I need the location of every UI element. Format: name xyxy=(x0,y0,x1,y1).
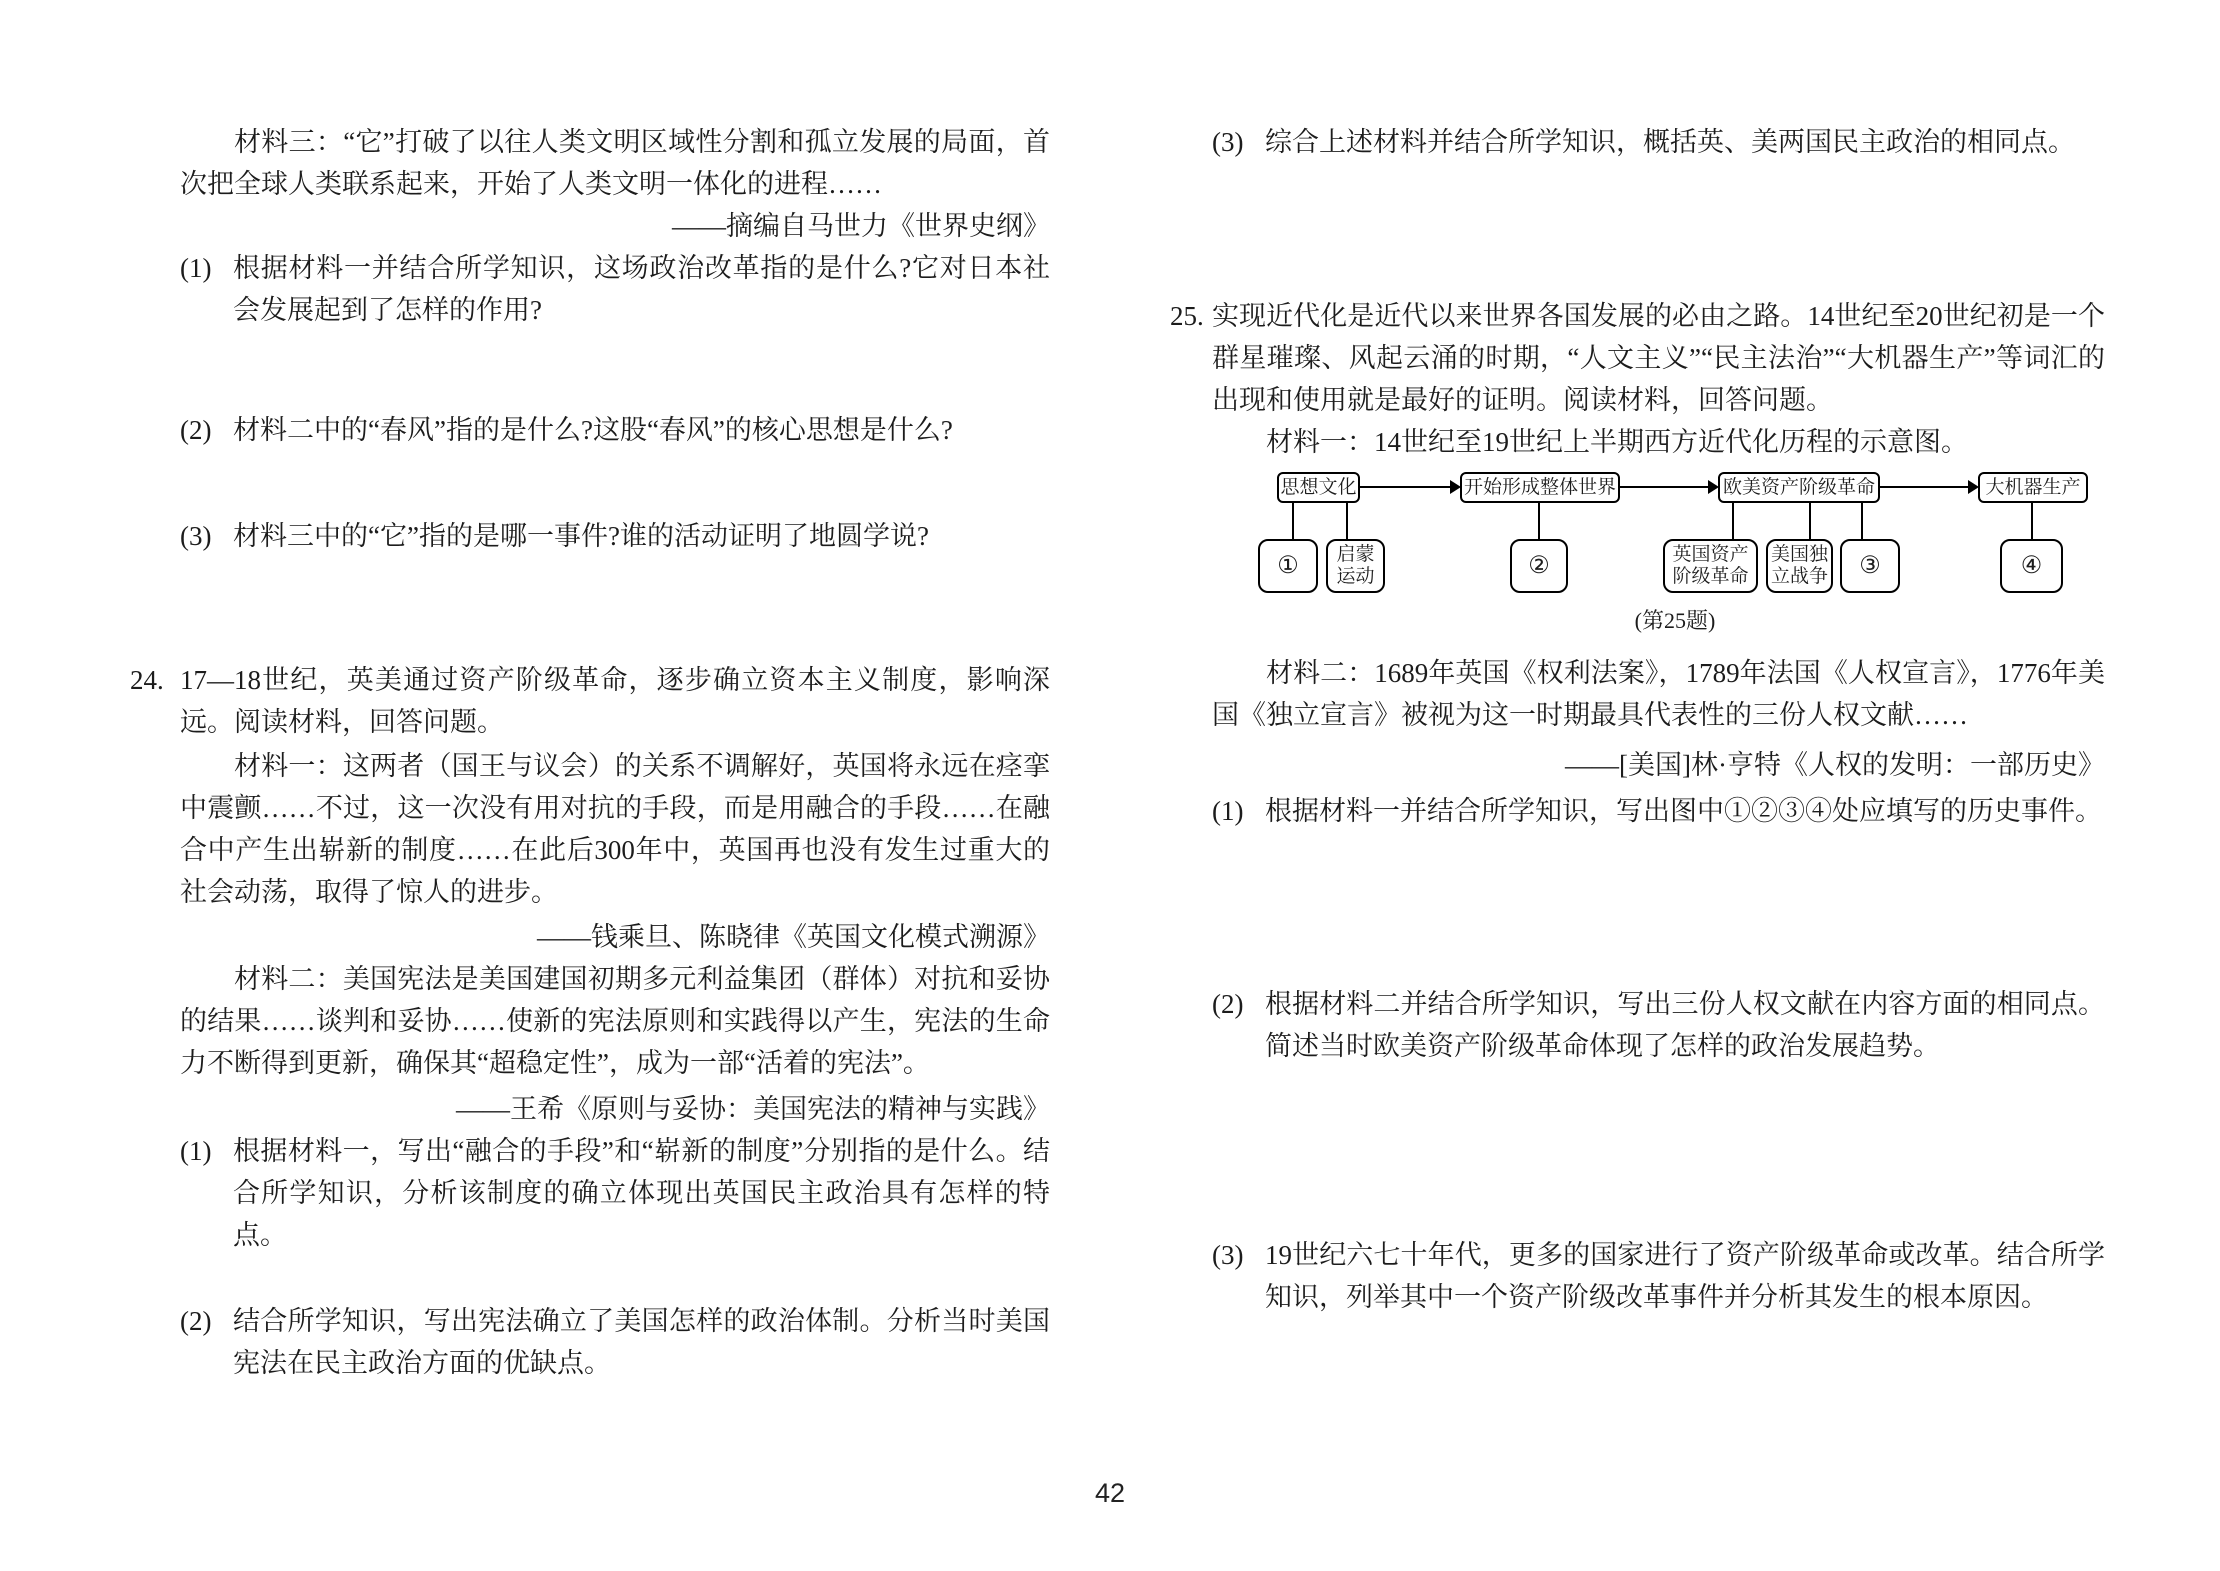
question-24-sub-2 xyxy=(180,1300,1050,1384)
question-24-material-2-source: ——王希《原则与妥协：美国宪法的精神与实践》 xyxy=(456,1094,1050,1124)
sub-question-number: (2) xyxy=(1212,989,1244,1019)
modernization-flowchart xyxy=(1255,468,2095,603)
sub-question-number: (3) xyxy=(180,521,212,551)
page-number: 42 xyxy=(1094,1478,1126,1508)
question-25-material-2-source: ——[美国]林·亨特《人权的发明：一部历史》 xyxy=(1565,750,2105,780)
sub-question-number: (2) xyxy=(180,1306,212,1336)
question-intro: 17—18世纪，英美通过资产阶级革命，逐步确立资本主义制度，影响深远。阅读材料，回答问题。 xyxy=(180,665,1050,737)
flowchart-arrows xyxy=(1360,480,1979,494)
flow-box-english-revolution: 英国资产阶级革命 xyxy=(1663,539,1758,593)
sub-question-text: 材料三中的“它”指的是哪一事件?谁的活动证明了地圆学说? xyxy=(233,521,929,551)
flowchart-vertical-lines xyxy=(1293,490,2032,548)
flow-box-bourgeois-revolutions: 欧美资产阶级革命 xyxy=(1718,472,1880,503)
question-25-heading xyxy=(1170,295,2105,421)
right-column xyxy=(1170,0,2105,1571)
material-3-paragraph: 材料三：“它”打破了以往人类文明区域性分割和孤立发展的局面，首次把全球人类联系起来，开始了人类文明一体化的进程…… xyxy=(180,127,1050,199)
flow-box-blank-4: ④ xyxy=(2000,539,2063,593)
left-column xyxy=(130,0,1050,1571)
flowchart-caption: (第25题) xyxy=(1634,608,1716,633)
question-25-sub-2 xyxy=(1212,983,2105,1067)
question-intro: 实现近代化是近代以来世界各国发展的必由之路。14世纪至20世纪初是一个群星璀璨、风起云涌的时期，“人文主义”“民主法治”“大机器生产”等词汇的出现和使用就是最好的证明。阅读材料，回答问题。 xyxy=(1212,301,2105,415)
flow-box-blank-1: ① xyxy=(1258,539,1318,593)
question-24-heading xyxy=(130,659,1050,743)
sub-question-text: 根据材料一，写出“融合的手段”和“崭新的制度”分别指的是什么。结合所学知识，分析该制度的确立体现出英国民主政治具有怎样的特点。 xyxy=(233,1136,1050,1250)
sub-question-number: (3) xyxy=(1212,1240,1244,1270)
flow-box-integrated-world: 开始形成整体世界 xyxy=(1460,472,1620,503)
question-24-material-1-source: ——钱乘旦、陈晓律《英国文化模式溯源》 xyxy=(537,922,1050,952)
sub-question-text: 综合上述材料并结合所学知识，概括英、美两国民主政治的相同点。 xyxy=(1265,127,2075,157)
flow-box-blank-2: ② xyxy=(1510,539,1568,593)
sub-question-number: (1) xyxy=(180,1136,212,1166)
sub-question-text: 根据材料一并结合所学知识，这场政治改革指的是什么?它对日本社会发展起到了怎样的作用? xyxy=(233,253,1050,325)
question-23-sub-3 xyxy=(180,515,1050,557)
question-24-material-2: 材料二：美国宪法是美国建国初期多元利益集团（群体）对抗和妥协的结果……谈判和妥协……使新的宪法原则和实践得以产生，宪法的生命力不断得到更新，确保其“超稳定性”，成为一部“活着的宪法”。 xyxy=(180,964,1050,1078)
material-3-source: ——摘编自马世力《世界史纲》 xyxy=(672,211,1050,241)
sub-question-text: 结合所学知识，写出宪法确立了美国怎样的政治体制。分析当时美国宪法在民主政治方面的优缺点。 xyxy=(233,1306,1050,1378)
sub-question-text: 材料二中的“春风”指的是什么?这股“春风”的核心思想是什么? xyxy=(233,415,953,445)
question-25-sub-1 xyxy=(1212,790,2105,832)
question-25-material-1-label: 材料一：14世纪至19世纪上半期西方近代化历程的示意图。 xyxy=(1266,427,1968,457)
sub-question-number: (1) xyxy=(180,253,212,283)
question-24-sub-3 xyxy=(1212,121,2105,163)
flow-box-enlightenment: 启蒙运动 xyxy=(1326,539,1385,593)
flow-box-american-independence: 美国独立战争 xyxy=(1766,539,1833,593)
flow-box-ideology-culture: 思想文化 xyxy=(1277,472,1360,503)
question-25-material-2: 材料二：1689年英国《权利法案》，1789年法国《人权宣言》，1776年美国《独立宣言》被视为这一时期最具代表性的三份人权文献…… xyxy=(1212,658,2105,730)
sub-question-number: (3) xyxy=(1212,127,1244,157)
question-24-sub-1 xyxy=(180,1130,1050,1256)
question-23-sub-2 xyxy=(180,409,1050,451)
question-number: 24. xyxy=(130,665,164,695)
sub-question-number: (1) xyxy=(1212,796,1244,826)
question-number: 25. xyxy=(1170,301,1204,331)
flow-box-machine-production: 大机器生产 xyxy=(1978,472,2088,503)
question-23-sub-1 xyxy=(180,247,1050,331)
question-24-material-1: 材料一：这两者（国王与议会）的关系不调解好，英国将永远在痉挛中震颤……不过，这一次没有用对抗的手段，而是用融合的手段……在融合中产生出崭新的制度……在此后300年中，英国再也没有发生过重大的社会动荡，取得了惊人的进步。 xyxy=(180,751,1050,907)
sub-question-text: 19世纪六七十年代，更多的国家进行了资产阶级革命或改革。结合所学知识，列举其中一个资产阶级改革事件并分析其发生的根本原因。 xyxy=(1265,1240,2105,1312)
sub-question-number: (2) xyxy=(180,415,212,445)
sub-question-text: 根据材料一并结合所学知识，写出图中①②③④处应填写的历史事件。 xyxy=(1265,796,2102,826)
sub-question-text: 根据材料二并结合所学知识，写出三份人权文献在内容方面的相同点。简述当时欧美资产阶级革命体现了怎样的政治发展趋势。 xyxy=(1265,989,2105,1061)
flow-box-blank-3: ③ xyxy=(1840,539,1900,593)
question-25-sub-3 xyxy=(1212,1234,2105,1318)
